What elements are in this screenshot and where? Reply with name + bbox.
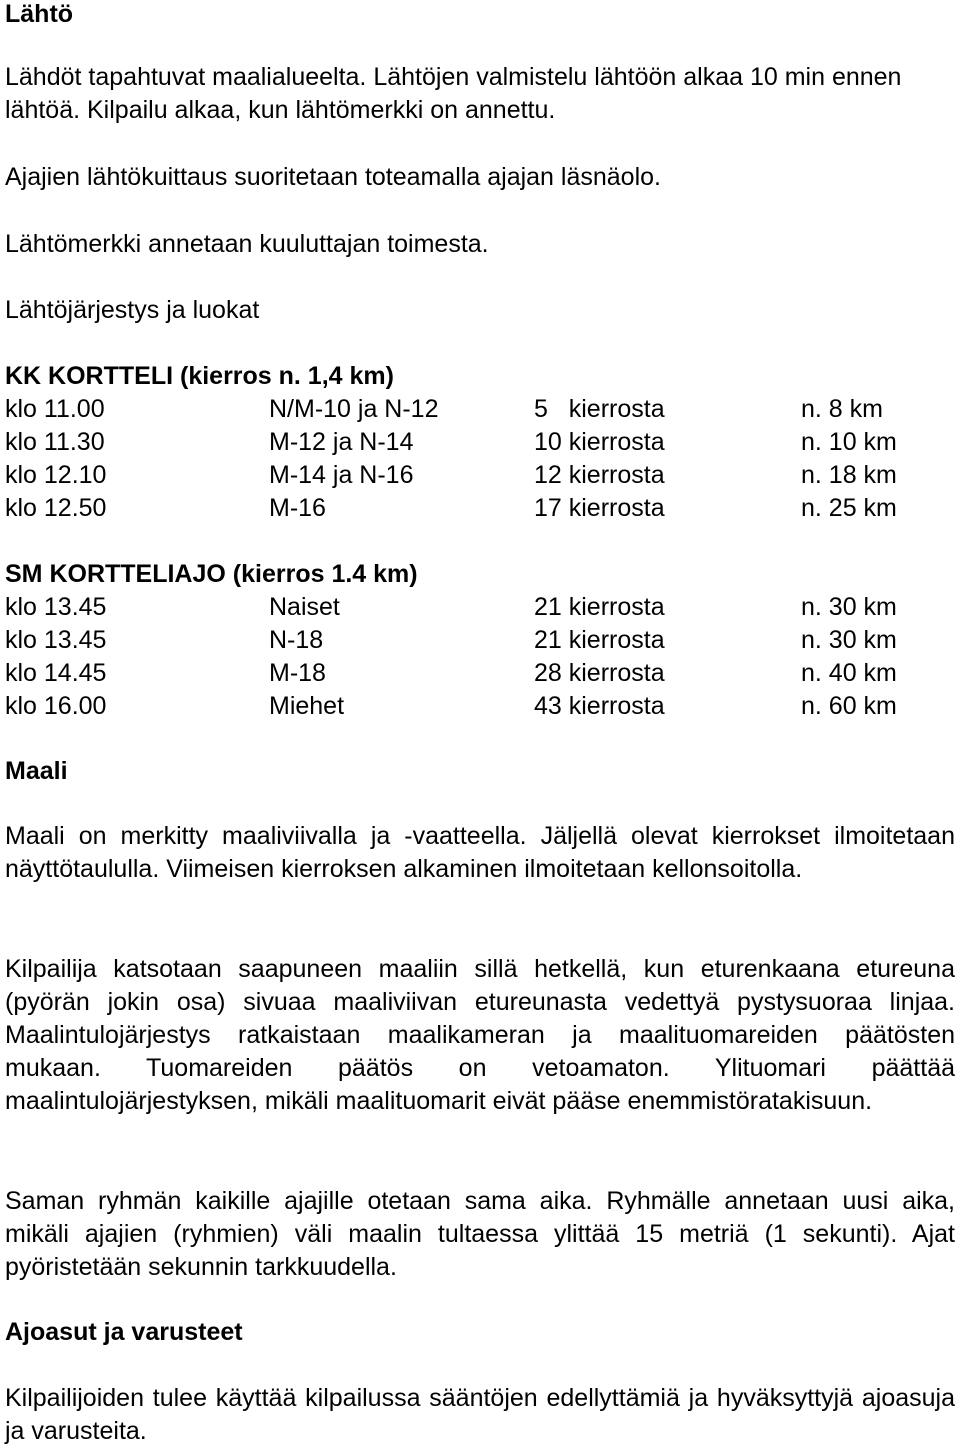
maali-paragraph-3: Saman ryhmän kaikille ajajille otetaan sama aika. Ryhmälle annetaan uusi aika, mikäli ajajien (ryhmien) väli maalin tultaessa ylittää 15 metriä (1 sekunti). Ajat pyöristetään sekunnin tarkkuudella. bbox=[5, 1187, 955, 1281]
lap-count: 43 kierrosta bbox=[534, 692, 665, 720]
section-heading-maali: Maali bbox=[5, 757, 68, 785]
class-name: M-16 bbox=[269, 494, 326, 522]
start-time: klo 14.45 bbox=[5, 659, 107, 687]
lap-count: 5 kierrosta bbox=[534, 395, 665, 423]
schedule-row bbox=[5, 426, 955, 459]
schedule-row bbox=[5, 492, 955, 525]
class-name: Naiset bbox=[269, 593, 340, 621]
start-time: klo 13.45 bbox=[5, 593, 107, 621]
lahto-paragraph-1: Lähdöt tapahtuvat maalialueelta. Lähtöjen valmistelu lähtöön alkaa 10 min ennen lähtöä. Kilpailu alkaa, kun lähtömerkki on annettu. bbox=[5, 63, 902, 124]
start-time: klo 16.00 bbox=[5, 692, 107, 720]
lap-count: 28 kierrosta bbox=[534, 659, 665, 687]
schedule-row bbox=[5, 657, 955, 690]
distance: n. 18 km bbox=[801, 461, 897, 489]
distance: n. 25 km bbox=[801, 494, 897, 522]
lap-count: 17 kierrosta bbox=[534, 494, 665, 522]
distance: n. 8 km bbox=[801, 395, 883, 423]
kk-kortteli-section bbox=[5, 360, 955, 525]
schedule-row bbox=[5, 690, 955, 723]
class-name: Miehet bbox=[269, 692, 345, 720]
class-name: M-18 bbox=[269, 659, 326, 687]
start-order-heading: Lähtöjärjestys ja luokat bbox=[5, 296, 260, 324]
schedule-row bbox=[5, 459, 955, 492]
ajoasut-paragraph-1: Kilpailijoiden tulee käyttää kilpailussa sääntöjen edellyttämiä ja hyväksyttyjä ajoasuja ja varusteita. bbox=[5, 1384, 955, 1445]
start-time: klo 12.50 bbox=[5, 494, 107, 522]
start-time: klo 12.10 bbox=[5, 461, 107, 489]
kk-kortteli-heading: KK KORTTELI (kierros n. 1,4 km) bbox=[5, 362, 394, 390]
class-name: N-18 bbox=[269, 626, 324, 654]
lap-count: 21 kierrosta bbox=[534, 626, 665, 654]
class-name: N/M-10 ja N-12 bbox=[269, 395, 439, 423]
maali-paragraph-1: Maali on merkitty maaliviivalla ja -vaatteella. Jäljellä olevat kierrokset ilmoitetaan näyttötaululla. Viimeisen kierroksen alkaminen ilmoitetaan kellonsoitolla. bbox=[5, 822, 955, 883]
lahto-paragraph-3: Lähtömerkki annetaan kuuluttajan toimesta. bbox=[5, 230, 489, 258]
maali-paragraph-2: Kilpailija katsotaan saapuneen maaliin sillä hetkellä, kun eturenkaana etureuna (pyörän jokin osa) sivuaa maaliviivan etureunasta vedettyä pystysuoraa linjaa. Maalintulojärjestys ratkaistaan maalikameran ja maalituomareiden päätösten mukaan. Tuomareiden päätös on vetoamaton. Ylituomari päättää maalintulojärjestyksen, mikäli maalituomarit eivät pääse enemmistöratakisuun. bbox=[5, 955, 955, 1115]
lahto-paragraph-2: Ajajien lähtökuittaus suoritetaan toteamalla ajajan läsnäolo. bbox=[5, 163, 661, 191]
schedule-row bbox=[5, 624, 955, 657]
schedule-row bbox=[5, 393, 955, 426]
distance: n. 60 km bbox=[801, 692, 897, 720]
start-time: klo 11.30 bbox=[5, 428, 105, 456]
sm-kortteliajo-section bbox=[5, 558, 955, 723]
lap-count: 10 kierrosta bbox=[534, 428, 665, 456]
start-time: klo 11.00 bbox=[5, 395, 105, 423]
class-name: M-12 ja N-14 bbox=[269, 428, 414, 456]
class-name: M-14 ja N-16 bbox=[269, 461, 414, 489]
start-time: klo 13.45 bbox=[5, 626, 107, 654]
section-heading-ajoasut: Ajoasut ja varusteet bbox=[5, 1318, 243, 1346]
section-heading-lahto: Lähtö bbox=[5, 0, 74, 28]
lap-count: 21 kierrosta bbox=[534, 593, 665, 621]
distance: n. 40 km bbox=[801, 659, 897, 687]
distance: n. 10 km bbox=[801, 428, 897, 456]
distance: n. 30 km bbox=[801, 593, 897, 621]
sm-kortteliajo-heading: SM KORTTELIAJO (kierros 1.4 km) bbox=[5, 560, 418, 588]
distance: n. 30 km bbox=[801, 626, 897, 654]
lap-count: 12 kierrosta bbox=[534, 461, 665, 489]
schedule-row bbox=[5, 591, 955, 624]
